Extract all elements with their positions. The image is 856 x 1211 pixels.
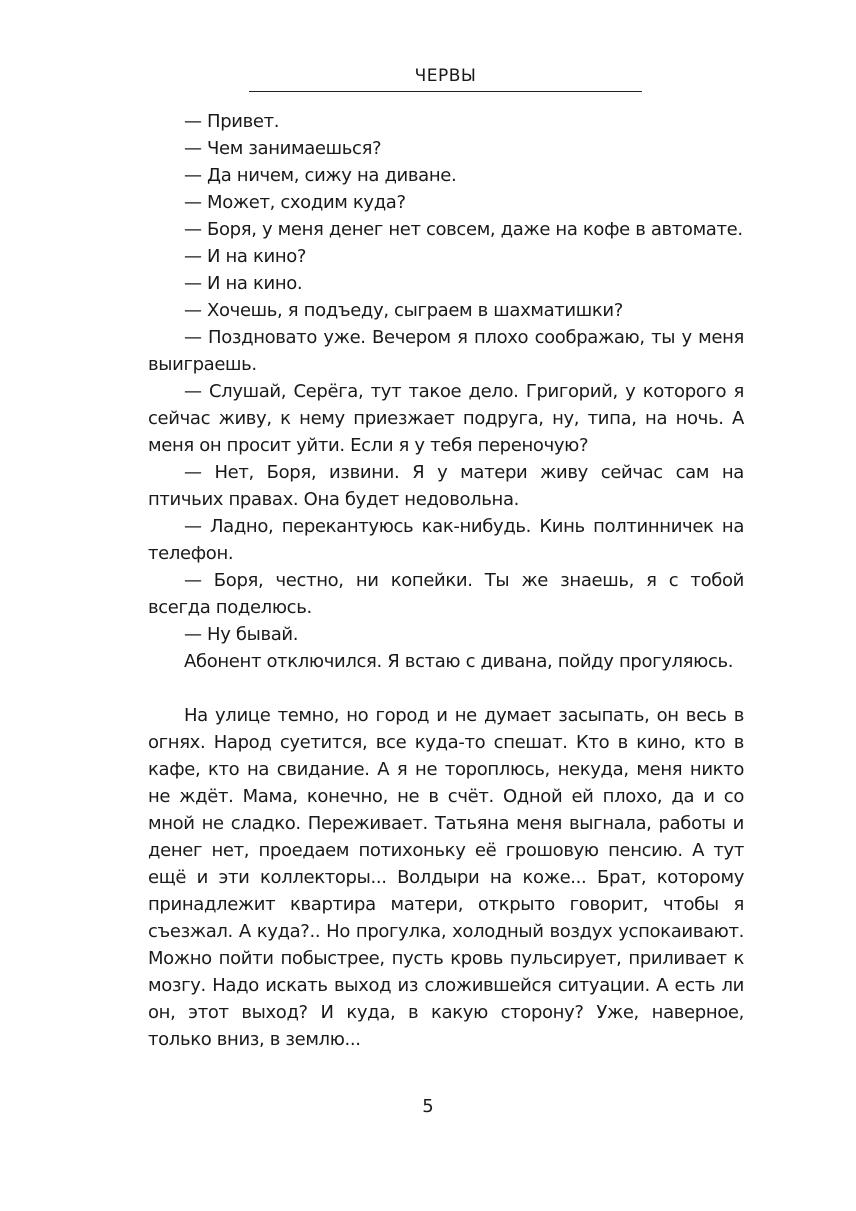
dialogue-line: — И на кино? bbox=[184, 246, 307, 267]
dialogue-line: — Боря, у меня денег нет совсем, даже на кофе в автомате. bbox=[184, 219, 743, 240]
dialogue-line: — Боря, честно, ни копейки. Ты же знаешь, я с тобой всегда поделюсь. bbox=[148, 570, 744, 618]
page-number: 5 bbox=[422, 1096, 434, 1117]
running-head: ЧЕРВЫ bbox=[414, 66, 477, 86]
page-text bbox=[148, 108, 744, 1053]
section-break bbox=[148, 675, 744, 702]
narration-line: Абонент отключился. Я встаю с дивана, пойду прогуляюсь. bbox=[184, 651, 734, 672]
dialogue-line: — Хочешь, я подъеду, сыграем в шахматишки? bbox=[184, 300, 623, 321]
dialogue-line: — Ну бывай. bbox=[184, 624, 299, 645]
dialogue-line: — Чем занимаешься? bbox=[184, 138, 382, 159]
dialogue-line: — Привет. bbox=[184, 111, 280, 132]
dialogue-line: — Слушай, Серёга, тут такое дело. Григорий, у которого я сейчас живу, к нему приезжает подруга, ну, типа, на ночь. А меня он просит уйти. Если я у тебя переночую? bbox=[148, 381, 744, 456]
dialogue-line: — Ладно, перекантуюсь как-нибудь. Кинь полтинничек на телефон. bbox=[148, 516, 744, 564]
dialogue-line: — Нет, Боря, извини. Я у матери живу сейчас сам на птичьих правах. Она будет недовольна. bbox=[148, 462, 744, 510]
dialogue-line: — И на кино. bbox=[184, 273, 303, 294]
body-paragraph: На улице темно, но город и не думает засыпать, он весь в огнях. Народ суетится, все куда-то спешат. Кто в кино, кто в кафе, кто на свидание. А я не тороплюсь, некуда, меня никто не ждёт. Мама, конечно, не в счёт. Одной ей плохо, да и со мной не сладко. Переживает. Татьяна меня выгнала, работы и денег нет, проедаем потихоньку её грошовую пенсию. А тут ещё и эти коллекторы... Волдыри на коже... Брат, которому принадлежит квартира матери, открыто говорит, чтобы я съезжал. А куда?.. Но прогулка, холодный воздух успокаивают. Можно пойти побыстрее, пусть кровь пульсирует, приливает к мозгу. Надо искать выход из сложившейся ситуации. А есть ли он, этот выход? И куда, в какую сторону? Уже, наверное, только вниз, в землю... bbox=[148, 705, 744, 1050]
dialogue-line: — Да ничем, сижу на диване. bbox=[184, 165, 457, 186]
dialogue-line: — Может, сходим куда? bbox=[184, 192, 406, 213]
dialogue-line: — Поздновато уже. Вечером я плохо соображаю, ты у меня выиграешь. bbox=[148, 327, 744, 375]
header-rule bbox=[249, 91, 642, 92]
